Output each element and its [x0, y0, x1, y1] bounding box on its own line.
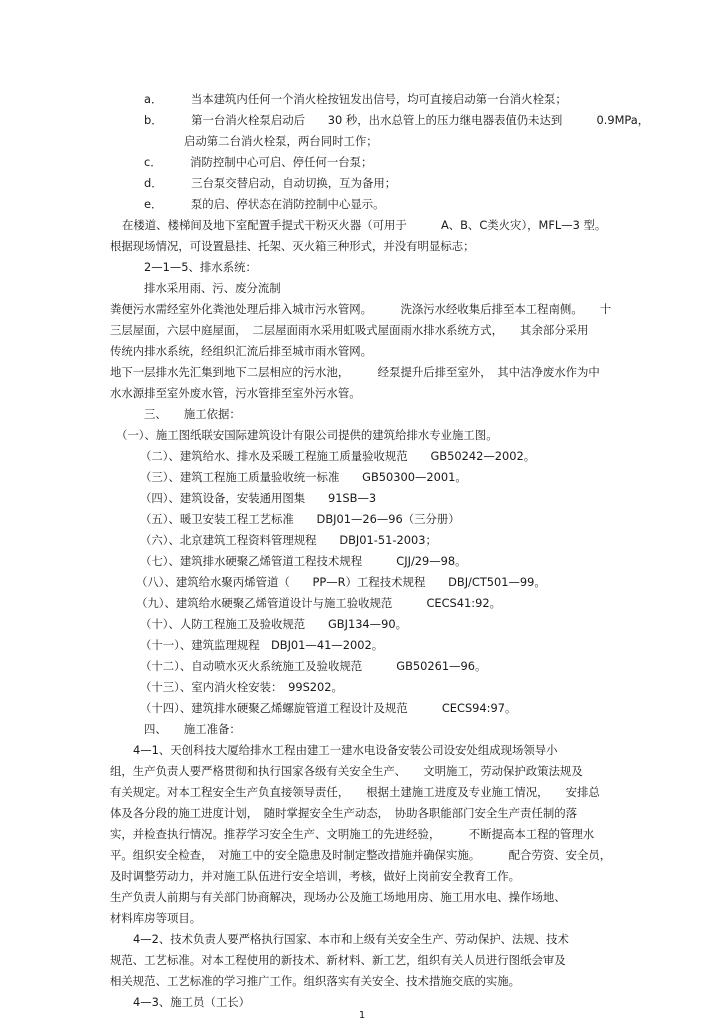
reference-item: （四）、建筑设备，安装通用图集 91SB—3: [140, 491, 377, 505]
text-line: c． 消防控制中心可启、停任何一台泵；: [144, 155, 373, 169]
text-line: 生产负责人前期与有关部门协商解决，现场办公及施工场地用房、施工用水电、操作场地、: [110, 890, 566, 904]
text-line: 三层屋面，六层中庭屋面， 二层屋面雨水采用虹吸式屋面雨水排水系统方式， 其余部分采用: [110, 323, 589, 337]
text-line: 材料库房等项目。: [110, 911, 202, 925]
text-line: 相关规范、工艺标准的学习推广工作。组织落实有关安全、技术措施交底的实施。: [110, 974, 521, 988]
text-line: d． 三台泵交替启动，自动切换，互为备用；: [144, 176, 397, 190]
text-line: 4—3、施工员（工长）: [133, 995, 251, 1009]
text-line: a． 当本建筑内任何一个消火栓按钮发出信号，均可直接启动第一台消火栓泵；: [144, 92, 567, 106]
text-line: 传统内排水系统，经组织汇流后排至城市雨水管网。: [110, 344, 372, 358]
text-line: 规范、工艺标准。对本工程使用的新技术、新材料、新工艺，组织有关人员进行图纸会审及: [110, 953, 566, 967]
text-line: 排水采用雨、污、废分流制: [144, 281, 281, 295]
text-line: 组，生产负责人要严格贯彻和执行国家各级有关安全生产、 文明施工，劳动保护政策法规及: [110, 764, 583, 778]
text-line: e． 泵的启、停状态在消防控制中心显示。: [144, 197, 385, 211]
text-line: 水水源排至室外废水管，污水管排至室外污水管。: [110, 386, 361, 400]
text-line: 平。组织安全检查， 对施工中的安全隐患及时制定整改措施并确保实施。 配合劳资、安全员，: [110, 848, 612, 862]
text-line: 4—2、技术负责人要严格执行国家、本市和上级有关安全生产、劳动保护、法规、技术: [133, 932, 569, 946]
reference-item: （十二）、自动喷水灭火系统施工及验收规范 GB50261—96。: [140, 659, 487, 673]
reference-item: （十一）、建筑监理规程 DBJ01—41—2002。: [140, 638, 384, 652]
text-line: 2—1—5、排水系统：: [144, 260, 257, 274]
reference-item: （三）、建筑工程施工质量验收统一标准 GB50300—2001。: [140, 470, 467, 484]
text-line: 有关规定。对本工程安全生产负直接领导责任， 根据土建施工进度及专业施工情况， 安排总: [110, 785, 600, 799]
section-heading: 三、 施工依据：: [144, 407, 241, 421]
text-line: 粪便污水需经室外化粪池处理后排入城市污水管网。 洗涤污水经收集后排至本工程南侧。 十: [110, 302, 612, 316]
reference-item: （九）、建筑给水硬聚乙烯管道设计与施工验收规范 CECS41:92。: [136, 596, 502, 610]
text-line: 在楼道、楼梯间及地下室配置手提式干粉灭火器（可用于 A、B、C类火灾），MFL—3 型。: [122, 218, 607, 232]
text-line: 根据现场情况，可设置悬挂、托架、灭火箱三种形式，并没有明显标志；: [110, 239, 475, 253]
reference-item: （二）、建筑给水、排水及采暖工程施工质量验收规范 GB50242—2002。: [140, 449, 536, 463]
text-line: b． 第一台消火栓泵启动后 30 秒，出水总管上的压力继电器表值仍未达到 0.9MPa，: [144, 113, 650, 127]
reference-item: （八）、建筑给水聚丙烯管道（ PP—R）工程技术规程 DBJ/CT501—99。: [136, 575, 546, 589]
reference-item: （一）、施工图纸联安国际建筑设计有限公司提供的建筑给排水专业施工图。: [116, 428, 498, 442]
reference-item: （六）、北京建筑工程资料管理规程 DBJ01-51-2003；: [140, 533, 437, 547]
reference-item: （十四）、建筑排水硬聚乙烯螺旋管道工程设计及规范 CECS94:97。: [140, 701, 517, 715]
section-heading: 四、 施工准备：: [144, 722, 241, 736]
reference-item: （十）、人防工程施工及验收规范 GBJ134—90。: [140, 617, 407, 631]
reference-item: （十三）、室内消火栓安装： 99S202。: [140, 680, 343, 694]
text-line: 4—1、天创科技大厦给排水工程由建工一建水电设备安装公司设安处组成现场领导小: [133, 743, 558, 757]
page-number: 1: [358, 1010, 366, 1021]
text-line: 及时调整劳动力，并对施工队伍进行安全培训，考核，做好上岗前安全教育工作。: [110, 869, 521, 883]
reference-item: （七）、建筑排水硬聚乙烯管道工程技术规程 CJJ/29—98。: [140, 554, 467, 568]
text-line: 体及各分段的施工进度计划， 随时掌握安全生产动态， 协助各职能部门安全生产责任制的落: [110, 806, 578, 820]
reference-item: （五）、暖卫安装工程工艺标准 DBJ01—26—96（三分册）: [140, 512, 460, 526]
text-line: 地下一层排水先汇集到地下二层相应的污水池， 经泵提升后排至室外， 其中洁净废水作为中: [110, 365, 600, 379]
text-line: 启动第二台消火栓泵，两台同时工作；: [184, 134, 378, 148]
text-line: 实，并检查执行情况。推荐学习安全生产、文明施工的先进经验， 不断提高本工程的管理水: [110, 827, 595, 841]
